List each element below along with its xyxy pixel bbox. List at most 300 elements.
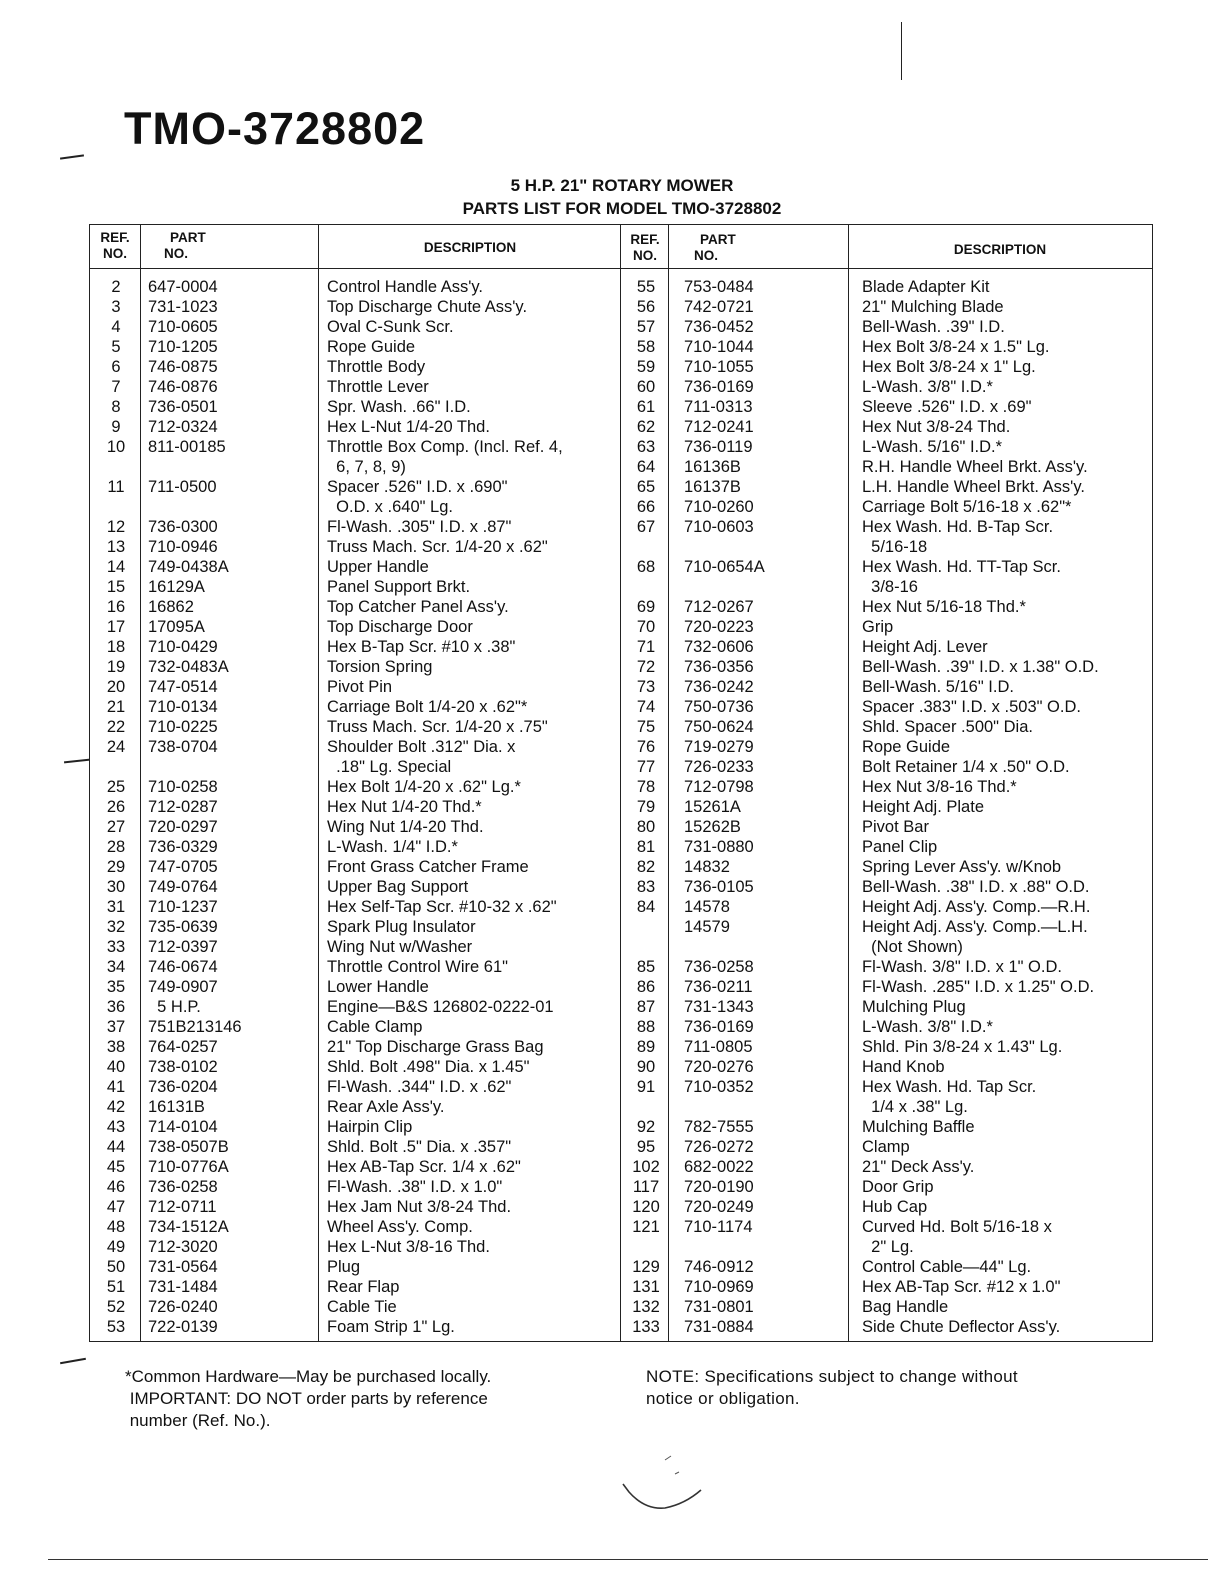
part-description: 5/16-18	[862, 538, 928, 556]
part-number: 726-0272	[684, 1138, 754, 1156]
header-part-line1: PART	[170, 230, 206, 245]
ref-number: 131	[632, 1278, 660, 1296]
ref-number: 16	[106, 598, 126, 616]
part-description: Hub Cap	[862, 1198, 928, 1216]
part-number: 14578	[684, 898, 730, 916]
ref-number: 82	[636, 858, 656, 876]
part-number: 736-0211	[684, 978, 753, 996]
ref-number: 70	[636, 618, 656, 636]
part-description: Wing Nut 1/4-20 Thd.	[327, 818, 484, 836]
part-description: Top Discharge Door	[327, 618, 473, 636]
part-number: 710-0134	[148, 698, 218, 716]
part-description: Sleeve .526" I.D. x .69"	[862, 398, 1032, 416]
part-number: 746-0674	[148, 958, 218, 976]
part-number: 710-1174	[684, 1218, 753, 1236]
part-description: Top Discharge Chute Ass'y.	[327, 298, 528, 316]
ref-number: 73	[636, 678, 656, 696]
part-description: Height Adj. Plate	[862, 798, 984, 816]
part-number: 736-0119	[684, 438, 753, 456]
ref-number: 120	[632, 1198, 660, 1216]
header-ref-line1: REF.	[100, 230, 130, 245]
part-number: 710-0969	[684, 1278, 754, 1296]
part-number: 719-0279	[684, 738, 754, 756]
part-number: 749-0764	[148, 878, 218, 896]
part-number: 712-0324	[148, 418, 218, 436]
ref-number: 26	[106, 798, 126, 816]
part-description: Throttle Box Comp. (Incl. Ref. 4,	[327, 438, 563, 456]
part-description: Throttle Lever	[327, 378, 429, 396]
part-number: 710-0260	[684, 498, 754, 516]
part-description: Hex Bolt 3/8-24 x 1.5" Lg.	[862, 338, 1050, 356]
header-part-line1: PART	[700, 232, 736, 247]
ref-number: 43	[106, 1118, 126, 1136]
ref-number: 84	[636, 898, 656, 916]
part-number: 712-0287	[148, 798, 218, 816]
part-description: Spr. Wash. .66" I.D.	[327, 398, 471, 416]
part-number: 750-0736	[684, 698, 754, 716]
column-divider	[140, 224, 141, 1342]
ref-number: 129	[632, 1258, 660, 1276]
header-description-right: DESCRIPTION	[953, 242, 1047, 257]
part-description: Fl-Wash. .305" I.D. x .87"	[327, 518, 512, 536]
part-number: 732-0606	[684, 638, 754, 656]
part-number: 782-7555	[684, 1118, 754, 1136]
subtitle-parts-list: PARTS LIST FOR MODEL TMO-3728802	[462, 199, 782, 218]
header-ref-left	[92, 230, 138, 262]
part-description: Spacer .526" I.D. x .690"	[327, 478, 508, 496]
part-number: 747-0705	[148, 858, 218, 876]
part-description: Blade Adapter Kit	[862, 278, 990, 296]
part-description: Hex Nut 3/8-16 Thd.*	[862, 778, 1017, 796]
part-number: 731-0884	[684, 1318, 754, 1336]
ref-number: 58	[636, 338, 656, 356]
ref-number: 60	[636, 378, 656, 396]
ref-number: 32	[106, 918, 126, 936]
ref-number: 62	[636, 418, 656, 436]
header-part-line2: NO.	[164, 246, 189, 261]
part-description: Control Handle Ass'y.	[327, 278, 484, 296]
ref-number: 76	[636, 738, 656, 756]
part-number: 712-3020	[148, 1238, 218, 1256]
part-description: Shld. Bolt .5" Dia. x .357"	[327, 1138, 512, 1156]
ref-number: 85	[636, 958, 656, 976]
part-number: 742-0721	[684, 298, 754, 316]
part-description: Shld. Spacer .500" Dia.	[862, 718, 1033, 736]
part-number: 738-0102	[148, 1058, 218, 1076]
handwritten-mark	[615, 1452, 715, 1532]
ref-number: 5	[111, 338, 121, 356]
part-description: (Not Shown)	[862, 938, 963, 956]
part-description: Spring Lever Ass'y. w/Knob	[862, 858, 1062, 876]
part-number: 712-0798	[684, 778, 754, 796]
footnote-line: *Common Hardware—May be purchased locally.	[125, 1367, 492, 1386]
part-description: Control Cable—44" Lg.	[862, 1258, 1032, 1276]
part-description: Cable Clamp	[327, 1018, 423, 1036]
ref-number: 61	[636, 398, 656, 416]
ref-number: 12	[106, 518, 126, 536]
part-description: Fl-Wash. .285" I.D. x 1.25" O.D.	[862, 978, 1095, 996]
part-number: 682-0022	[684, 1158, 754, 1176]
part-description: Spacer .383" I.D. x .503" O.D.	[862, 698, 1081, 716]
part-number: 720-0249	[684, 1198, 754, 1216]
part-number: 15261A	[684, 798, 741, 816]
subtitle-mower: 5 H.P. 21" ROTARY MOWER	[510, 176, 734, 195]
part-number: 710-0654A	[684, 558, 765, 576]
part-description: Upper Handle	[327, 558, 429, 576]
footnote-line: IMPORTANT: DO NOT order parts by reference	[125, 1389, 488, 1408]
part-description: Hex AB-Tap Scr. #12 x 1.0"	[862, 1278, 1061, 1296]
part-number: 712-0397	[148, 938, 218, 956]
ref-number: 102	[632, 1158, 660, 1176]
part-description: 1/4 x .38" Lg.	[862, 1098, 968, 1116]
part-description: Hex Nut 5/16-18 Thd.*	[862, 598, 1026, 616]
ref-number: 79	[636, 798, 656, 816]
part-description: Hex Wash. Hd. TT-Tap Scr.	[862, 558, 1061, 576]
ref-number: 77	[636, 758, 656, 776]
part-description: Pivot Pin	[327, 678, 393, 696]
part-description: L-Wash. 3/8" I.D.*	[862, 378, 993, 396]
part-description: 21" Top Discharge Grass Bag	[327, 1038, 544, 1056]
ref-number: 40	[106, 1058, 126, 1076]
ref-number: 59	[636, 358, 656, 376]
part-number: 749-0438A	[148, 558, 229, 576]
part-number: 16137B	[684, 478, 741, 496]
part-description: L-Wash. 3/8" I.D.*	[862, 1018, 993, 1036]
ref-number: 41	[106, 1078, 126, 1096]
header-divider	[89, 268, 1153, 269]
part-description: Lower Handle	[327, 978, 429, 996]
part-description: Hex L-Nut 3/8-16 Thd.	[327, 1238, 490, 1256]
model-number-title: TMO-3728802	[124, 103, 426, 154]
ref-number: 27	[106, 818, 126, 836]
ref-number: 68	[636, 558, 656, 576]
ref-number: 55	[636, 278, 656, 296]
part-number: 731-0564	[148, 1258, 218, 1276]
part-description: 2" Lg.	[862, 1238, 914, 1256]
part-description: Hex Jam Nut 3/8-24 Thd.	[327, 1198, 512, 1216]
part-number: 736-0329	[148, 838, 218, 856]
part-number: 736-0501	[148, 398, 218, 416]
bottom-rule	[48, 1559, 1208, 1560]
ref-number: 4	[111, 318, 121, 336]
part-description: Upper Bag Support	[327, 878, 469, 896]
part-number: 710-1055	[684, 358, 754, 376]
part-description: Throttle Body	[327, 358, 426, 376]
column-divider	[668, 224, 669, 1342]
part-description: Door Grip	[862, 1178, 934, 1196]
part-number: 731-1023	[148, 298, 218, 316]
part-number: 17095A	[148, 618, 205, 636]
header-part-line2: NO.	[694, 248, 719, 263]
scan-mark-left-2	[64, 759, 90, 764]
part-number: 711-0500	[148, 478, 217, 496]
ref-number: 42	[106, 1098, 126, 1116]
ref-number: 57	[636, 318, 656, 336]
ref-number: 71	[636, 638, 656, 656]
ref-number: 46	[106, 1178, 126, 1196]
part-number: 732-0483A	[148, 658, 229, 676]
ref-number: 51	[106, 1278, 126, 1296]
part-description: Fl-Wash. 3/8" I.D. x 1" O.D.	[862, 958, 1062, 976]
ref-number: 81	[636, 838, 656, 856]
part-number: 747-0514	[148, 678, 218, 696]
part-description: Fl-Wash. .38" I.D. x 1.0"	[327, 1178, 503, 1196]
ref-number: 66	[636, 498, 656, 516]
part-number: 736-0356	[684, 658, 754, 676]
ref-number: 91	[636, 1078, 656, 1096]
part-number: 751B213146	[148, 1018, 242, 1036]
part-description: Hex L-Nut 1/4-20 Thd.	[327, 418, 490, 436]
part-description: Hex AB-Tap Scr. 1/4 x .62"	[327, 1158, 521, 1176]
part-description: L-Wash. 5/16" I.D.*	[862, 438, 1003, 456]
part-description: Foam Strip 1" Lg.	[327, 1318, 455, 1336]
ref-number: 132	[632, 1298, 660, 1316]
ref-number: 25	[106, 778, 126, 796]
part-description: Rope Guide	[862, 738, 951, 756]
part-description: R.H. Handle Wheel Brkt. Ass'y.	[862, 458, 1088, 476]
ref-number: 13	[106, 538, 126, 556]
ref-number: 35	[106, 978, 126, 996]
ref-number: 117	[632, 1178, 660, 1196]
ref-number: 30	[106, 878, 126, 896]
part-description: Fl-Wash. .344" I.D. x .62"	[327, 1078, 512, 1096]
ref-number: 47	[106, 1198, 126, 1216]
part-description: Hex Wash. Hd. Tap Scr.	[862, 1078, 1037, 1096]
ref-number: 52	[106, 1298, 126, 1316]
ref-number: 49	[106, 1238, 126, 1256]
ref-number: 38	[106, 1038, 126, 1056]
ref-number: 20	[106, 678, 126, 696]
ref-number: 88	[636, 1018, 656, 1036]
part-description: Curved Hd. Bolt 5/16-18 x	[862, 1218, 1052, 1236]
part-number: 710-1237	[148, 898, 218, 916]
part-description: Side Chute Deflector Ass'y.	[862, 1318, 1061, 1336]
part-description: Grip	[862, 618, 894, 636]
part-number: 746-0875	[148, 358, 218, 376]
ref-number: 45	[106, 1158, 126, 1176]
part-number: 736-0169	[684, 378, 754, 396]
part-description: Hex Bolt 3/8-24 x 1" Lg.	[862, 358, 1036, 376]
part-number: 736-0204	[148, 1078, 218, 1096]
header-ref-line1: REF.	[630, 232, 660, 247]
ref-number: 6	[111, 358, 121, 376]
part-number: 726-0233	[684, 758, 754, 776]
part-description: .18" Lg. Special	[327, 758, 452, 776]
part-number: 14579	[684, 918, 730, 936]
part-description: Front Grass Catcher Frame	[327, 858, 529, 876]
part-number: 710-0603	[684, 518, 754, 536]
part-number: 16131B	[148, 1098, 205, 1116]
ref-number: 3	[111, 298, 121, 316]
part-number: 734-1512A	[148, 1218, 229, 1236]
part-number: 750-0624	[684, 718, 754, 736]
header-part-left	[164, 230, 244, 262]
part-number: 720-0190	[684, 1178, 754, 1196]
part-description: Plug	[327, 1258, 361, 1276]
part-description: O.D. x .640" Lg.	[327, 498, 453, 516]
part-description: Panel Support Brkt.	[327, 578, 471, 596]
part-number: 712-0241	[684, 418, 754, 436]
part-description: Bell-Wash. 5/16" I.D.	[862, 678, 1014, 696]
part-description: Hex Self-Tap Scr. #10-32 x .62"	[327, 898, 557, 916]
part-description: Shld. Bolt .498" Dia. x 1.45"	[327, 1058, 530, 1076]
part-description: Rear Flap	[327, 1278, 400, 1296]
ref-number: 72	[636, 658, 656, 676]
part-number: 726-0240	[148, 1298, 218, 1316]
part-description: Hand Knob	[862, 1058, 945, 1076]
part-description: 3/8-16	[862, 578, 918, 596]
part-number: 16136B	[684, 458, 741, 476]
part-number: 736-0105	[684, 878, 754, 896]
part-number: 14832	[684, 858, 730, 876]
part-number: 710-1205	[148, 338, 218, 356]
part-description: Carriage Bolt 5/16-18 x .62"*	[862, 498, 1072, 516]
part-number: 16862	[148, 598, 194, 616]
specifications-note	[646, 1366, 1136, 1410]
ref-number: 31	[106, 898, 126, 916]
part-number: 753-0484	[684, 278, 754, 296]
part-number: 746-0876	[148, 378, 218, 396]
part-number: 736-0258	[148, 1178, 218, 1196]
part-description: Shld. Pin 3/8-24 x 1.43" Lg.	[862, 1038, 1063, 1056]
part-description: Hex Wash. Hd. B-Tap Scr.	[862, 518, 1054, 536]
header-ref-line2: NO.	[102, 246, 127, 261]
ref-number: 53	[106, 1318, 126, 1336]
part-number: 731-1484	[148, 1278, 218, 1296]
ref-number: 21	[106, 698, 126, 716]
ref-number: 63	[636, 438, 656, 456]
part-number: 711-0805	[684, 1038, 753, 1056]
ref-number: 33	[106, 938, 126, 956]
part-description: Height Adj. Ass'y. Comp.—L.H.	[862, 918, 1088, 936]
part-description: Mulching Plug	[862, 998, 966, 1016]
part-description: Mulching Baffle	[862, 1118, 975, 1136]
column-divider-center	[620, 224, 621, 1342]
ref-number: 34	[106, 958, 126, 976]
part-number: 710-0225	[148, 718, 218, 736]
part-number: 720-0276	[684, 1058, 754, 1076]
ref-number: 80	[636, 818, 656, 836]
ref-number: 64	[636, 458, 656, 476]
part-number: 764-0257	[148, 1038, 218, 1056]
part-number: 720-0297	[148, 818, 218, 836]
part-description: Wing Nut w/Washer	[327, 938, 473, 956]
ref-number: 29	[106, 858, 126, 876]
ref-number: 56	[636, 298, 656, 316]
part-description: Engine—B&S 126802-0222-01	[327, 998, 554, 1016]
footnote-line: NOTE: Specifications subject to change without	[646, 1367, 1018, 1386]
part-number: 746-0912	[684, 1258, 754, 1276]
part-description: Panel Clip	[862, 838, 938, 856]
part-description: Spark Plug Insulator	[327, 918, 476, 936]
header-part-right	[694, 232, 774, 264]
ref-number: 14	[106, 558, 126, 576]
part-description: Bell-Wash. .38" I.D. x .88" O.D.	[862, 878, 1090, 896]
ref-number: 7	[111, 378, 121, 396]
ref-number: 78	[636, 778, 656, 796]
part-number: 710-0429	[148, 638, 218, 656]
part-number: 647-0004	[148, 278, 218, 296]
part-description: Top Catcher Panel Ass'y.	[327, 598, 509, 616]
part-number: 710-1044	[684, 338, 754, 356]
ref-number: 50	[106, 1258, 126, 1276]
part-number: 738-0704	[148, 738, 218, 756]
part-description: Bag Handle	[862, 1298, 949, 1316]
part-description: Wheel Ass'y. Comp.	[327, 1218, 473, 1236]
ref-number: 36	[106, 998, 126, 1016]
footnote-line: notice or obligation.	[646, 1389, 800, 1408]
ref-number: 22	[106, 718, 126, 736]
part-number: 710-0352	[684, 1078, 754, 1096]
ref-number: 75	[636, 718, 656, 736]
ref-number: 44	[106, 1138, 126, 1156]
ref-number: 74	[636, 698, 656, 716]
ref-number: 95	[636, 1138, 656, 1156]
header-description-left: DESCRIPTION	[423, 240, 517, 255]
header-ref-line2: NO.	[632, 248, 657, 263]
part-number: 735-0639	[148, 918, 218, 936]
part-number: 710-0946	[148, 538, 218, 556]
ref-number: 69	[636, 598, 656, 616]
part-description: Hex Nut 1/4-20 Thd.*	[327, 798, 482, 816]
scan-mark-left-1	[60, 154, 84, 159]
part-number: 712-0711	[148, 1198, 217, 1216]
part-description: Hex B-Tap Scr. #10 x .38"	[327, 638, 516, 656]
ref-number: 9	[111, 418, 121, 436]
ref-number: 67	[636, 518, 656, 536]
part-number: 731-0801	[684, 1298, 754, 1316]
ref-number: 19	[106, 658, 126, 676]
part-number: 711-0313	[684, 398, 753, 416]
ref-number: 48	[106, 1218, 126, 1236]
part-description: Bell-Wash. .39" I.D.	[862, 318, 1005, 336]
column-divider	[848, 224, 849, 1342]
part-number: 5 H.P.	[148, 998, 201, 1016]
part-description: Truss Mach. Scr. 1/4-20 x .75"	[327, 718, 548, 736]
part-number: 736-0452	[684, 318, 754, 336]
part-number: 731-0880	[684, 838, 754, 856]
part-description: Rear Axle Ass'y.	[327, 1098, 445, 1116]
part-number: 736-0300	[148, 518, 218, 536]
ref-number: 24	[106, 738, 126, 756]
scan-mark-left-3	[60, 1358, 86, 1364]
scan-mark-top-right	[901, 22, 902, 80]
ref-number: 17	[106, 618, 126, 636]
part-number: 736-0242	[684, 678, 754, 696]
ref-number: 133	[632, 1318, 660, 1336]
part-description: Pivot Bar	[862, 818, 929, 836]
part-description: 6, 7, 8, 9)	[327, 458, 406, 476]
ref-number: 89	[636, 1038, 656, 1056]
part-description: Clamp	[862, 1138, 910, 1156]
ref-number: 83	[636, 878, 656, 896]
part-description: Bell-Wash. .39" I.D. x 1.38" O.D.	[862, 658, 1099, 676]
part-description: L.H. Handle Wheel Brkt. Ass'y.	[862, 478, 1085, 496]
part-description: Shoulder Bolt .312" Dia. x	[327, 738, 516, 756]
ref-number: 86	[636, 978, 656, 996]
ref-number: 8	[111, 398, 121, 416]
part-number: 738-0507B	[148, 1138, 229, 1156]
part-description: Carriage Bolt 1/4-20 x .62"*	[327, 698, 528, 716]
part-description: 21" Mulching Blade	[862, 298, 1004, 316]
part-description: Height Adj. Ass'y. Comp.—R.H.	[862, 898, 1091, 916]
ref-number: 37	[106, 1018, 126, 1036]
ref-number: 87	[636, 998, 656, 1016]
part-number: 710-0776A	[148, 1158, 229, 1176]
footnote-line: number (Ref. No.).	[125, 1411, 271, 1430]
ref-number: 15	[106, 578, 126, 596]
part-number: 749-0907	[148, 978, 218, 996]
